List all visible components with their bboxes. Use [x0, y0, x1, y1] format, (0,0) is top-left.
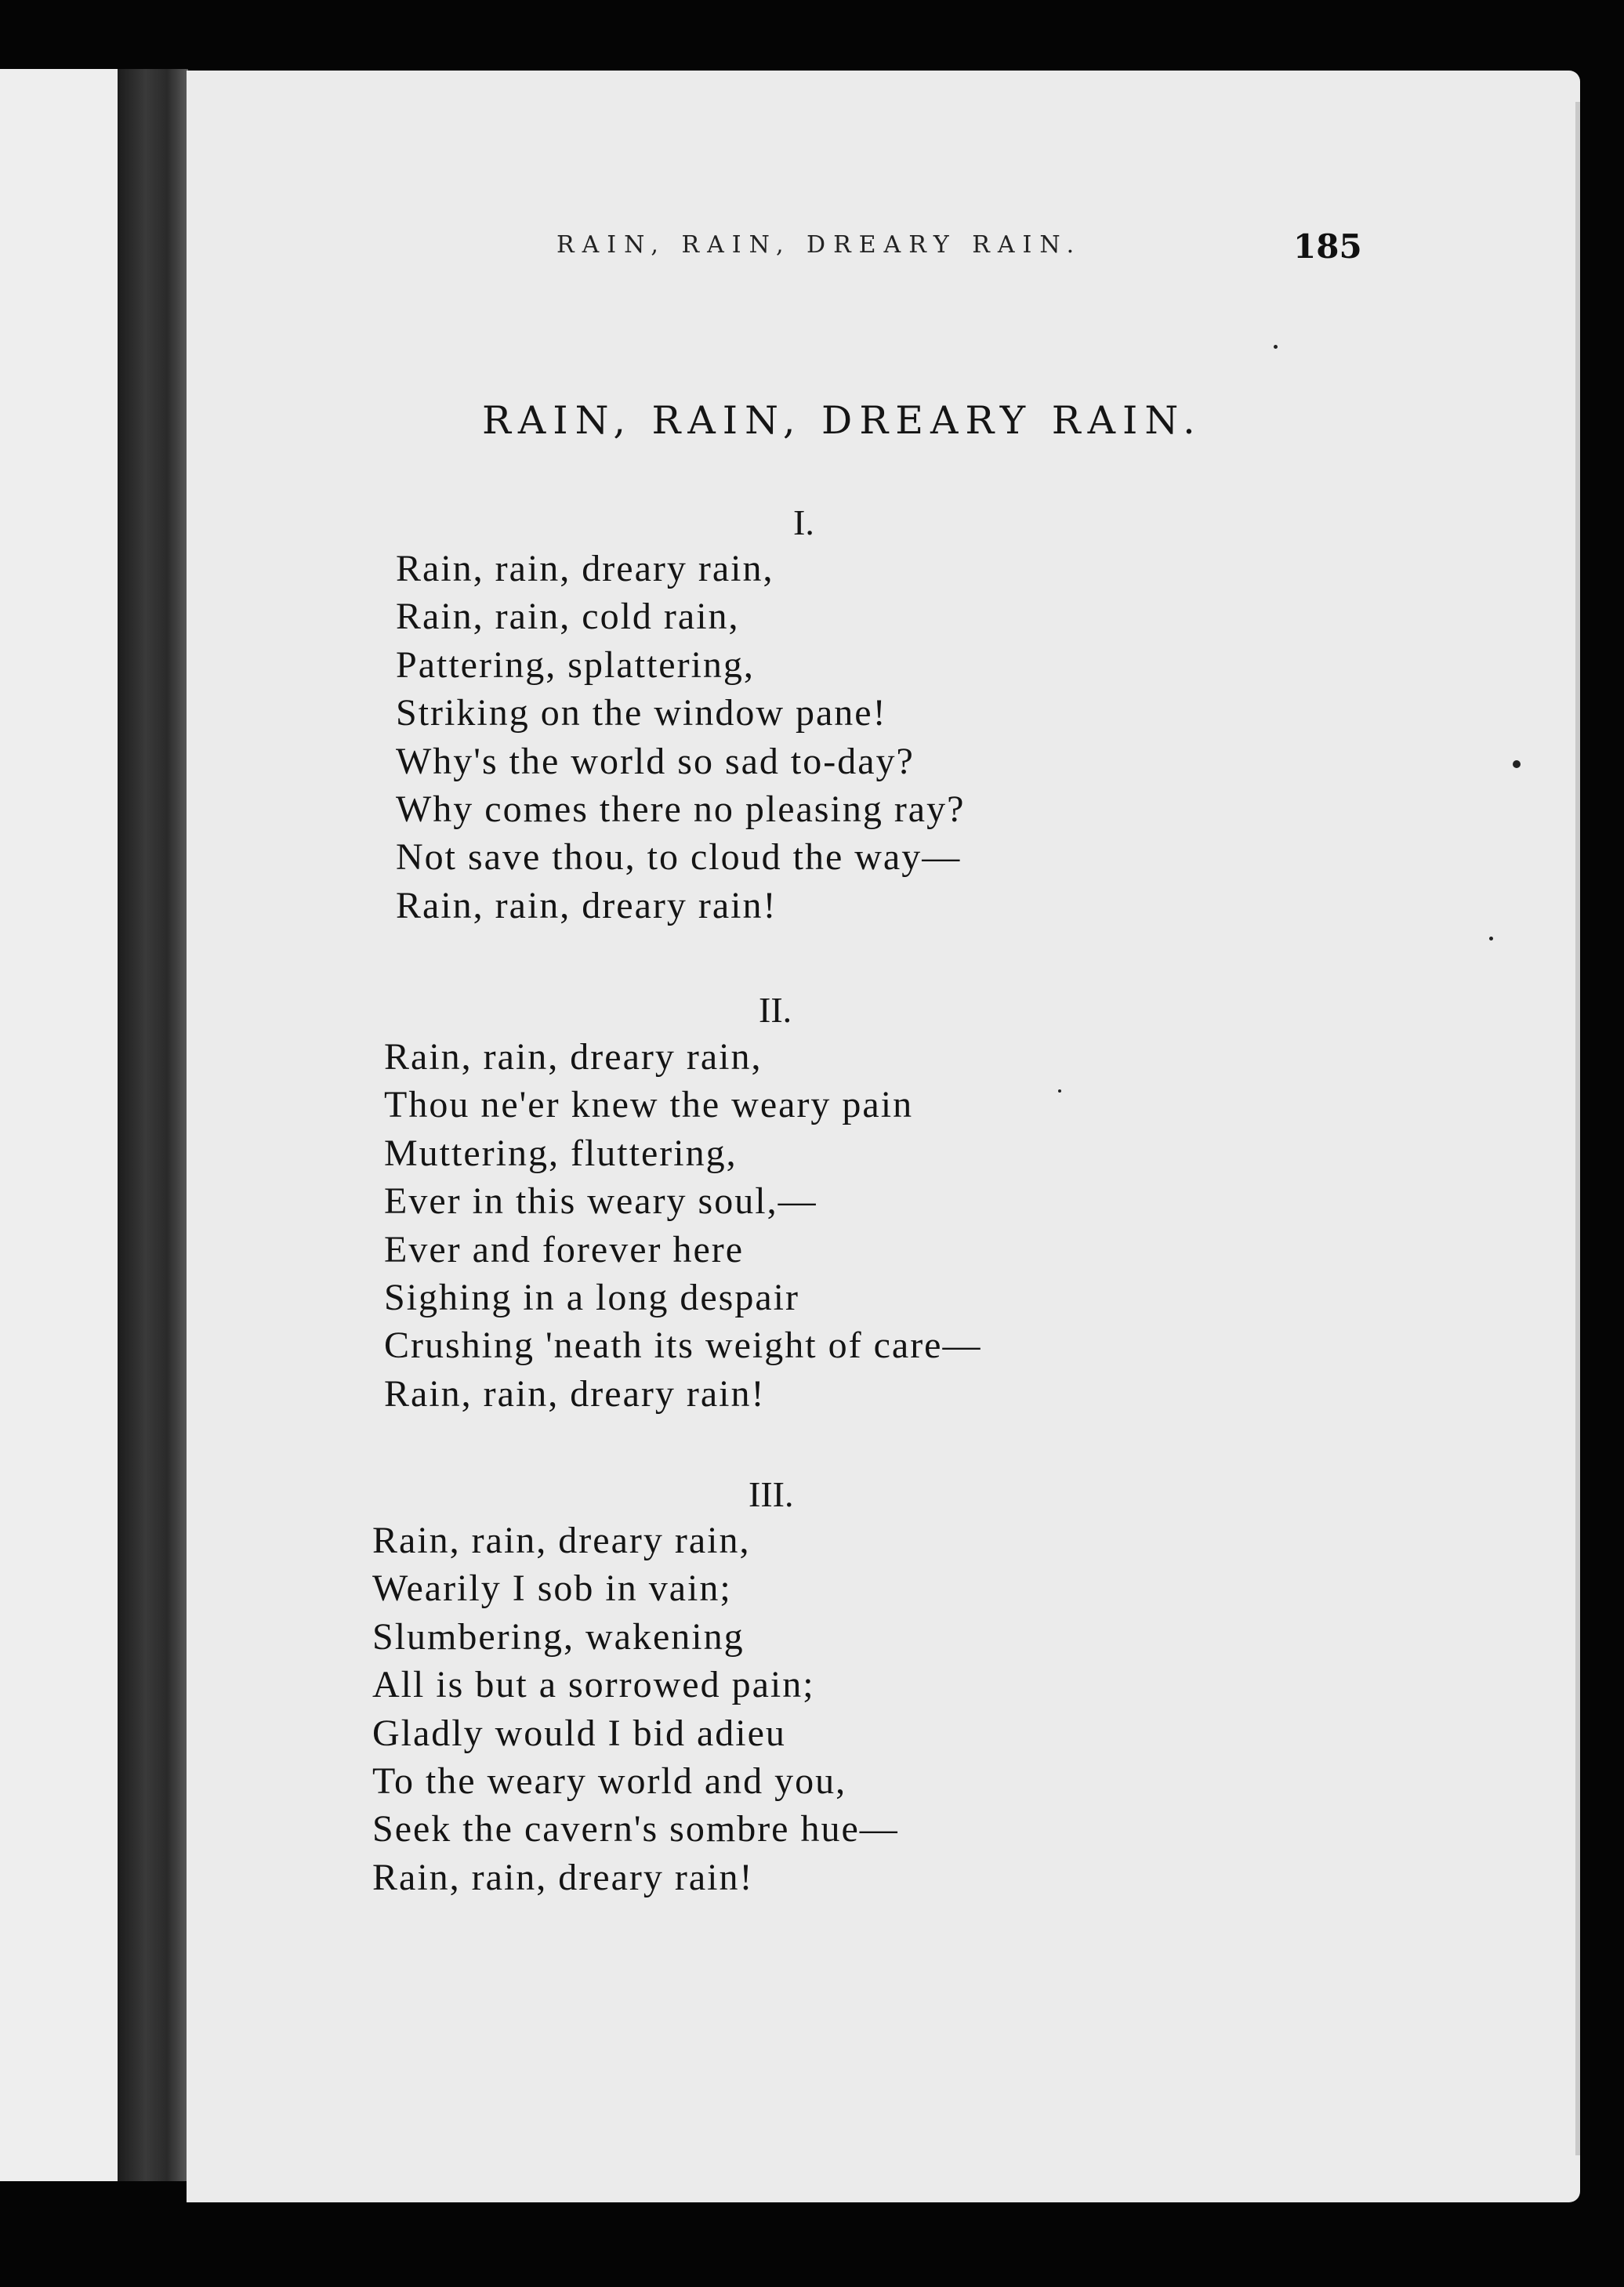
poem-line: Seek the cavern's sombre hue—	[372, 1808, 899, 1850]
scan-speck	[1489, 937, 1493, 941]
stanza-number-3: III.	[749, 1474, 794, 1514]
poem-line: Rain, rain, dreary rain,	[396, 548, 774, 589]
poem-line: Rain, rain, dreary rain!	[384, 1372, 766, 1415]
stanza-3	[372, 1517, 899, 1901]
poem-line: Not save thou, to cloud the way—	[396, 836, 962, 879]
stanza-2	[384, 1033, 981, 1418]
poem-line: To the weary world and you,	[372, 1760, 847, 1802]
poem-line: Crushing 'neath its weight of care—	[384, 1325, 982, 1367]
poem-line: Pattering, splattering,	[396, 643, 755, 686]
poem-line: Thou ne'er knew the weary pain	[384, 1084, 914, 1126]
poem-line: Rain, rain, dreary rain,	[384, 1036, 763, 1078]
scan-speck	[1513, 760, 1521, 768]
poem-line: All is but a sorrowed pain;	[372, 1664, 815, 1706]
scan-speck	[1274, 345, 1278, 349]
poem-line: Rain, rain, dreary rain,	[372, 1520, 751, 1561]
page-edge	[1575, 102, 1580, 2155]
book-spine	[118, 69, 188, 2181]
poem-line: Striking on the window pane!	[396, 692, 887, 734]
stanza-number-1: I.	[793, 502, 814, 542]
poem-title: RAIN, RAIN, DREARY RAIN.	[482, 398, 1202, 443]
poem-line: Rain, rain, cold rain,	[396, 596, 740, 638]
stanza-number-2: II.	[759, 990, 792, 1030]
running-head: RAIN, RAIN, DREARY RAIN.	[556, 231, 1082, 259]
stanza-1	[396, 545, 965, 930]
poem-line: Gladly would I bid adieu	[372, 1712, 786, 1754]
poem-line: Rain, rain, dreary rain!	[396, 884, 778, 926]
poem-line: Ever and forever here	[384, 1228, 745, 1270]
page-number: 185	[1293, 227, 1362, 266]
poem-line: Wearily I sob in vain;	[372, 1568, 732, 1610]
poem-line: Why's the world so sad to-day?	[396, 740, 915, 782]
poem-line: Slumbering, wakening	[372, 1615, 745, 1658]
poem-line: Ever in this weary soul,—	[384, 1180, 817, 1223]
scan-speck	[1058, 1089, 1061, 1093]
poem-line: Rain, rain, dreary rain!	[372, 1856, 754, 1898]
poem-line: Why comes there no pleasing ray?	[396, 788, 966, 830]
poem-line: Sighing in a long despair	[384, 1276, 799, 1318]
poem-line: Muttering, fluttering,	[384, 1132, 738, 1174]
